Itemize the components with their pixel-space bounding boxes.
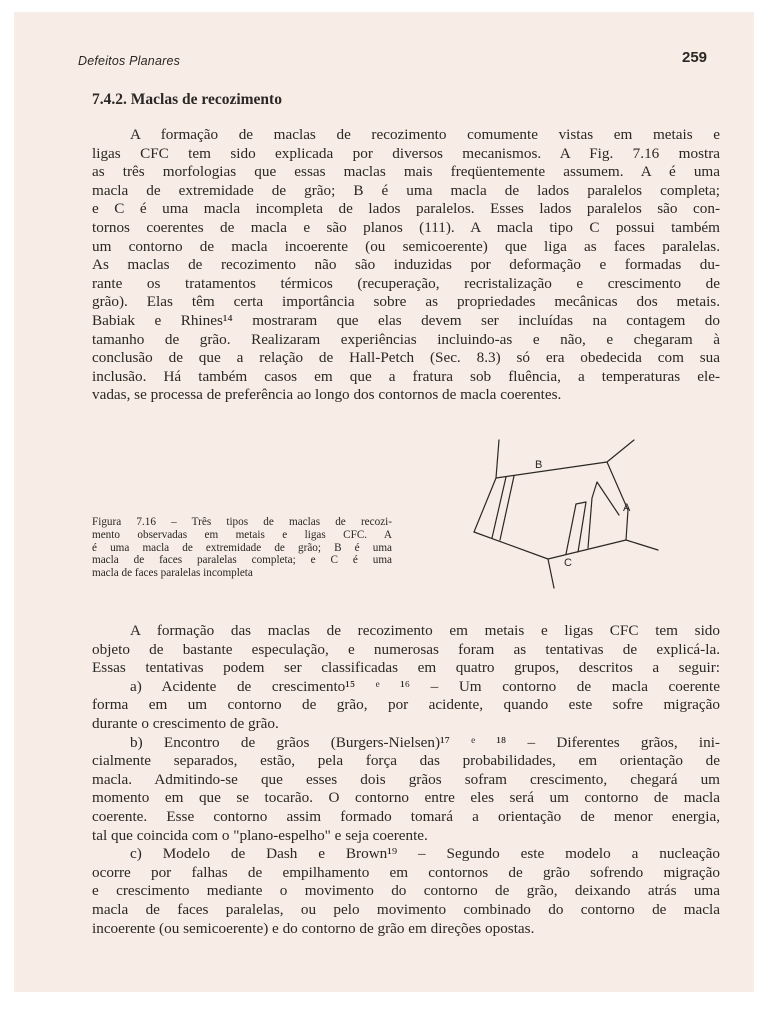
figure-label-a: A xyxy=(623,502,631,514)
list-item-a-heading: a) Acidente de crescimento¹⁵ ᵉ ¹⁶ – Um contorno de macla coerente xyxy=(130,677,720,695)
twin-c-boundary xyxy=(566,502,586,554)
text-line: macla. Admitindo-se que esses dois grãos sofram crescimento, chegará um xyxy=(92,770,720,788)
text-line: vadas, se processa de preferência ao longo dos contornos de macla coerentes. xyxy=(92,386,562,404)
list-item-b-heading: b) Encontro de grãos (Burgers-Nielsen)¹⁷ ᵉ ¹⁸ – Diferentes grãos, ini- xyxy=(130,733,720,751)
text-line: As maclas de recozimento não são induzidas por deformação e formadas du- xyxy=(92,256,720,274)
text-line: macla de extremidade de grão; B é uma macla de lados paralelos completa; xyxy=(92,181,720,199)
section-heading: 7.4.2. Maclas de recozimento xyxy=(92,91,282,108)
grain-boundary xyxy=(474,532,626,559)
figure-caption xyxy=(92,516,392,580)
caption-line: mento observadas em metais e ligas CFC. A xyxy=(92,528,392,541)
grain-boundary xyxy=(474,462,658,550)
twin-b-boundary xyxy=(500,476,514,540)
grain-boundary xyxy=(607,440,634,462)
text-line: Babiak e Rhines¹⁴ mostraram que elas devem ser incluídas na contagem do xyxy=(92,311,720,329)
text-line: as três morfologias que essas maclas mais freqüentemente assumem. A é uma xyxy=(92,163,720,181)
text-line: momento em que se tocarão. O contorno entre eles será um contorno de macla xyxy=(92,789,720,807)
text-line: conclusão de que a relação de Hall-Petch (Sec. 8.3) só era obedecida com sua xyxy=(92,349,720,367)
text-line: e crescimento mediante o movimento do contorno de grão, deixando atrás uma xyxy=(92,882,720,900)
caption-line: macla de faces paralelas incompleta xyxy=(92,567,253,580)
text-line: ligas CFC tem sido explicada por diversos mecanismos. A Fig. 7.16 mostra xyxy=(92,144,720,162)
paragraph-2 xyxy=(92,622,720,938)
text-line: tamanho de grão. Realizaram experiências incluindo-as e não, e chegaram à xyxy=(92,330,720,348)
list-item-c-heading: c) Modelo de Dash e Brown¹⁹ – Segundo este modelo a nucleação xyxy=(130,845,720,863)
text-line: incoerente (ou semicoerente) e do contorno de grão em direções opostas. xyxy=(92,919,535,937)
paragraph-1 xyxy=(92,126,720,405)
figure-label-b: B xyxy=(535,459,543,471)
twin-b-boundary xyxy=(492,477,506,538)
running-head: Defeitos Planares xyxy=(78,54,181,68)
text-line: A formação das maclas de recozimento em metais e ligas CFC tem sido xyxy=(130,622,720,639)
text-line: durante o crescimento de grão. xyxy=(92,714,279,732)
text-line: inclusão. Há também casos em que a fratura sob fluência, a temperaturas ele- xyxy=(92,367,720,385)
text-line: macla de faces paralelas, ou pelo movimento combinado do contorno de macla xyxy=(92,900,720,918)
text-line: e C é uma macla incompleta de lados paralelos. Esses lados paralelos são con- xyxy=(92,200,720,218)
figure-7-16-twin-diagram xyxy=(462,432,672,592)
twin-morphology-diagram xyxy=(462,432,672,592)
text-line: grão). Elas têm certa importância sobre as propriedades mecânicas dos metais. xyxy=(92,293,720,311)
caption-line: é uma macla de extremidade de grão; B é uma xyxy=(92,541,392,554)
text-line: A formação de maclas de recozimento comumente vistas em metais e xyxy=(130,126,720,143)
text-line: tornos coerentes de macla e são planos (111). A macla tipo C possui também xyxy=(92,218,720,236)
caption-line: Figura 7.16 – Três tipos de maclas de recozi- xyxy=(92,516,392,528)
page-number: 259 xyxy=(682,49,708,66)
text-line: um contorno de macla incoerente (ou semicoerente) que liga as faces paralelas. xyxy=(92,237,720,255)
grain-boundary xyxy=(548,559,554,588)
text-line: coerente. Esse contorno assim formado tomará a orientação de menor energia, xyxy=(92,807,720,825)
twin-a-boundary xyxy=(588,482,619,548)
grain-boundary xyxy=(496,440,499,478)
text-line: forma em um contorno de grão, por acidente, quando este sofre migração xyxy=(92,696,720,714)
text-line: rante os tratamentos térmicos (recuperação, recristalização e crescimento de xyxy=(92,274,720,292)
text-line: tal que coincida com o "plano-espelho" e seja coerente. xyxy=(92,826,428,844)
text-line: cialmente separados, estão, pela força das probabilidades, em orientação de xyxy=(92,752,720,770)
figure-label-c: C xyxy=(564,557,572,569)
text-line: ocorre por falhas de empilhamento em contornos de grão sofrendo migração xyxy=(92,863,720,881)
text-line: Essas tentativas podem ser classificadas em quatro grupos, descritos a seguir: xyxy=(92,659,720,677)
caption-line: macla de faces paralelas completa; e C é uma xyxy=(92,554,392,567)
text-line: objeto de bastante especulação, e numerosas foram as tentativas de explicá-la. xyxy=(92,640,720,658)
